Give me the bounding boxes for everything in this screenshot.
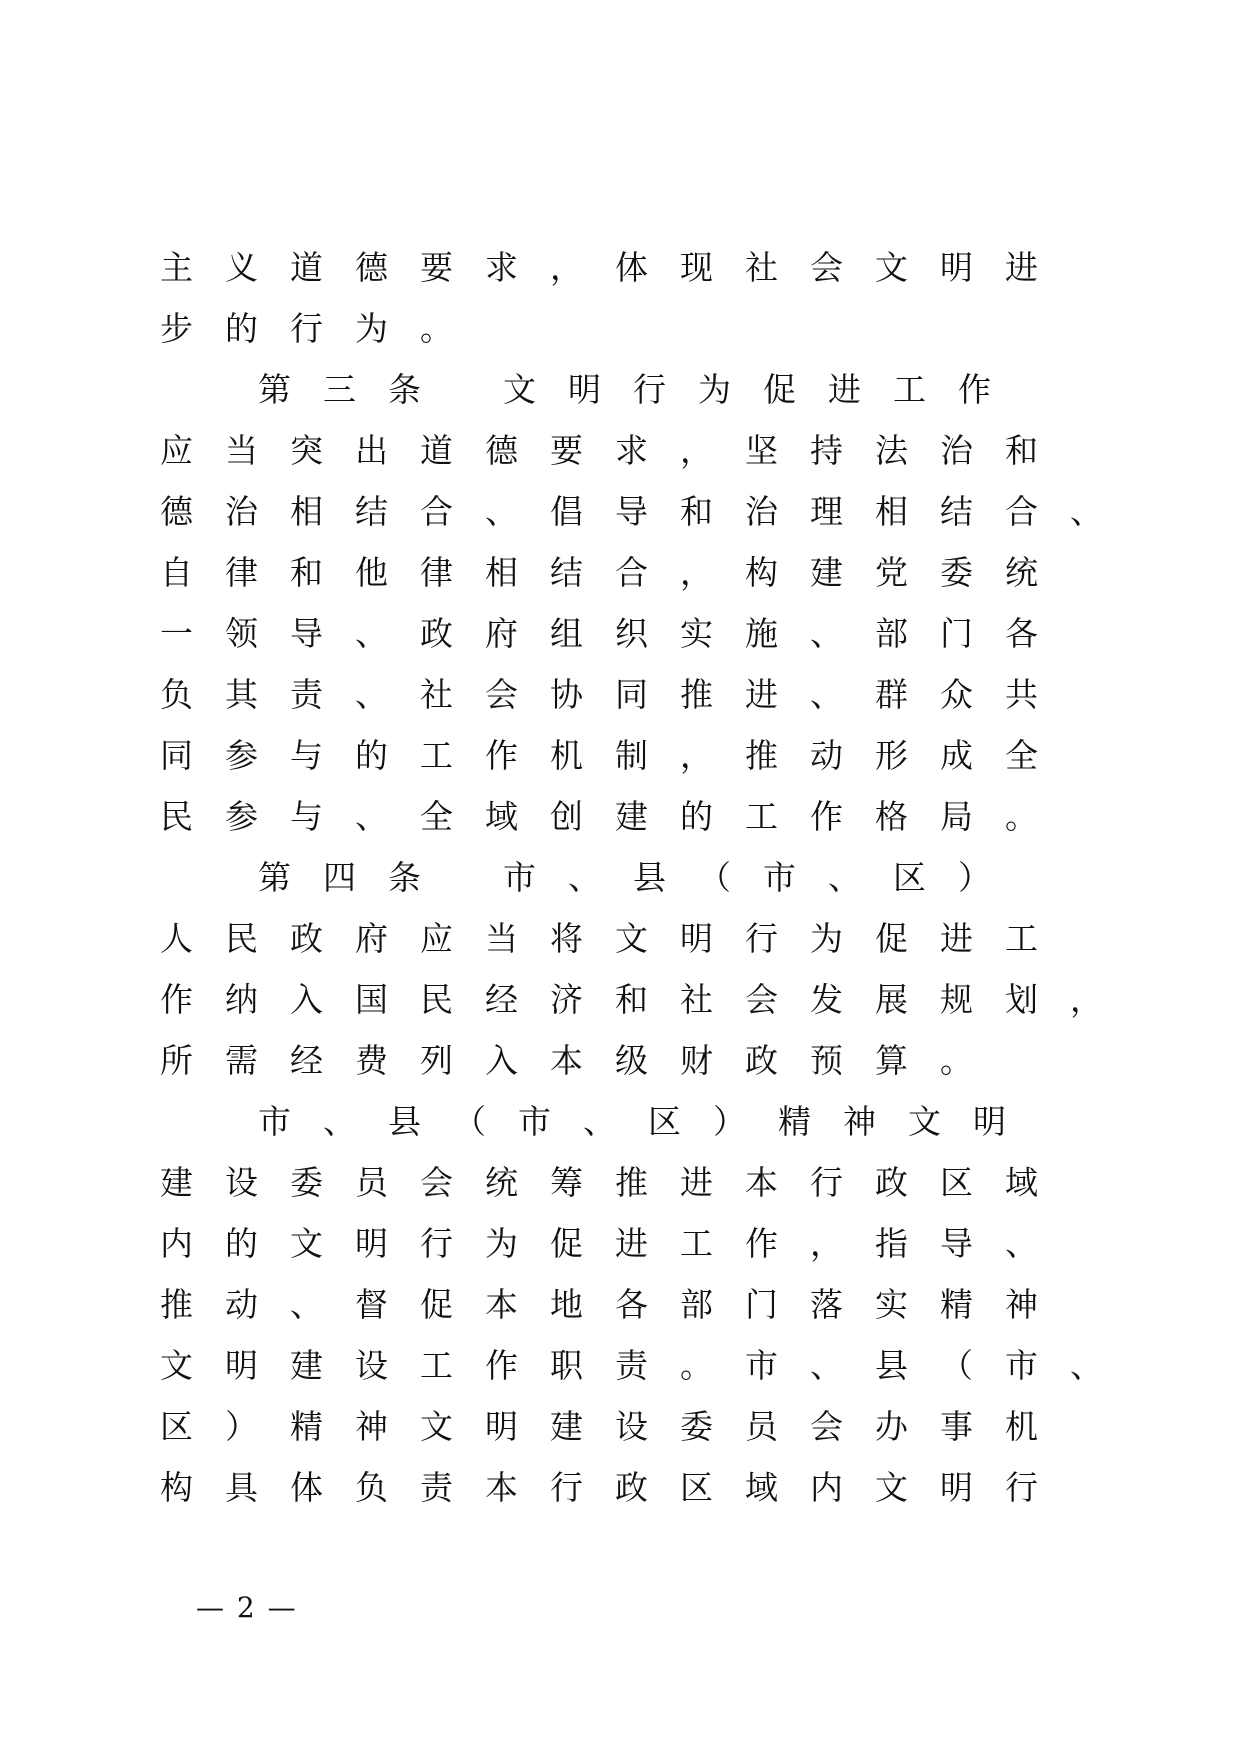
text-line: 内的文明行为促进工作，指导、 — [160, 1224, 1070, 1263]
text-line: 民参与、全域创建的工作格局。 — [160, 797, 1070, 836]
text-line: 负其责、社会协同推进、群众共 — [160, 675, 1070, 714]
text-line: 区）精神文明建设委员会办事机 — [160, 1407, 1070, 1446]
text-line: 文明建设工作职责。市、县（市、 — [160, 1346, 1135, 1385]
text-line: 主义道德要求，体现社会文明进 — [160, 248, 1070, 287]
text-line: 作纳入国民经济和社会发展规划， — [160, 980, 1135, 1019]
text-line: 构具体负责本行政区域内文明行 — [160, 1468, 1070, 1507]
paragraph-start-line: 市、县（市、区）精神文明 — [258, 1102, 1038, 1141]
text-line: 推动、督促本地各部门落实精神 — [160, 1285, 1070, 1324]
text-line: 一领导、政府组织实施、部门各 — [160, 614, 1070, 653]
text-line: 人民政府应当将文明行为促进工 — [160, 919, 1070, 958]
text-line: 自律和他律相结合，构建党委统 — [160, 553, 1070, 592]
article-4-heading: 第四条 — [258, 858, 453, 897]
article-3-text: 文明行为促进工作 — [503, 370, 1023, 409]
text-line: 德治相结合、倡导和治理相结合、 — [160, 492, 1135, 531]
article-3-heading: 第三条 — [258, 370, 453, 409]
page-number: — 2 — — [196, 1591, 298, 1624]
text-line: 建设委员会统筹推进本行政区域 — [160, 1163, 1070, 1202]
text-line: 步的行为。 — [160, 309, 485, 348]
article-4-text: 市、县（市、区） — [503, 858, 1023, 897]
text-line: 同参与的工作机制，推动形成全 — [160, 736, 1070, 775]
text-line: 应当突出道德要求，坚持法治和 — [160, 431, 1070, 470]
text-line: 所需经费列入本级财政预算。 — [160, 1041, 1005, 1080]
article-4-line — [258, 847, 1218, 909]
article-3-line — [258, 359, 1218, 421]
